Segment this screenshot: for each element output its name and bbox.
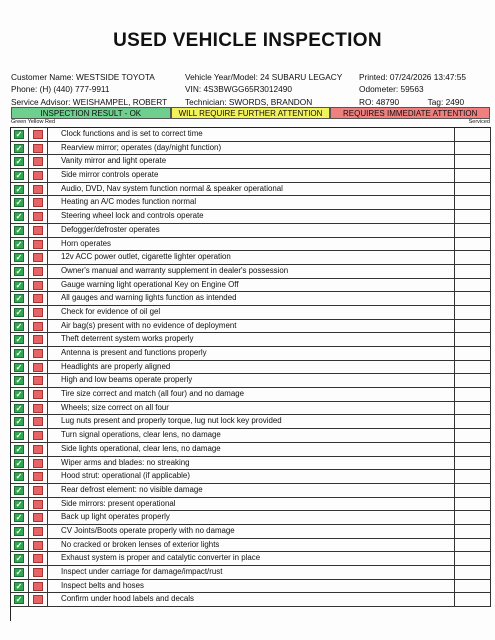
checklist-row xyxy=(11,593,491,607)
red-cell[interactable] xyxy=(29,292,48,305)
serviced-cell[interactable] xyxy=(455,525,491,538)
green-check-icon[interactable]: ✓ xyxy=(15,568,23,577)
green-check-icon[interactable]: ✓ xyxy=(15,294,23,304)
red-box-icon[interactable] xyxy=(33,253,43,262)
checklist-item-label: Wheels; size correct on all four xyxy=(48,402,455,415)
serviced-cell[interactable] xyxy=(455,169,491,182)
red-box-icon[interactable] xyxy=(33,431,43,440)
serviced-cell[interactable] xyxy=(455,279,491,292)
checklist-item-label: Confirm under hood labels and decals xyxy=(48,593,455,606)
page-title: USED VEHICLE INSPECTION xyxy=(113,30,382,51)
red-box-icon[interactable] xyxy=(33,212,43,221)
red-cell[interactable] xyxy=(29,238,48,251)
checklist-item-label: Exhaust system is proper and catalytic converter in place xyxy=(48,552,455,565)
serviced-cell[interactable] xyxy=(455,374,491,387)
checklist-row xyxy=(11,580,491,594)
green-cell[interactable] xyxy=(11,470,29,483)
vehicle-model: Vehicle Year/Model: 24 SUBARU LEGACY xyxy=(185,72,343,82)
checklist-item-label: Rear defrost element: no visible damage xyxy=(48,484,455,497)
checklist-item-label: Defogger/defroster operates xyxy=(48,224,455,237)
green-cell[interactable] xyxy=(11,128,29,141)
red-box-icon[interactable] xyxy=(33,226,43,235)
red-cell[interactable] xyxy=(29,224,48,237)
checklist-item-label: Side lights operational, clear lens, no damage xyxy=(48,443,455,456)
checklist-row xyxy=(11,443,491,457)
red-box-icon[interactable] xyxy=(33,335,43,344)
green-cell[interactable] xyxy=(11,402,29,415)
checklist-row xyxy=(11,511,491,525)
green-check-icon[interactable]: ✓ xyxy=(15,499,23,509)
customer-phone: Phone: (H) (440) 777-9911 xyxy=(11,84,110,95)
checklist-row xyxy=(11,539,491,553)
red-cell[interactable] xyxy=(29,388,48,401)
green-check-icon[interactable]: ✓ xyxy=(15,581,23,591)
green-check-icon[interactable]: ✓ xyxy=(15,184,23,194)
green-check-icon[interactable]: ✓ xyxy=(15,403,23,413)
checklist-item-label: Heating an A/C modes function normal xyxy=(48,196,455,209)
serviced-cell[interactable] xyxy=(455,333,491,346)
red-cell[interactable] xyxy=(29,347,48,360)
serviced-cell[interactable] xyxy=(455,498,491,511)
red-cell[interactable] xyxy=(29,142,48,155)
checklist-row xyxy=(11,306,491,320)
checklist-row xyxy=(11,224,491,238)
green-cell[interactable] xyxy=(11,142,29,155)
green-cell[interactable] xyxy=(11,457,29,470)
red-box-icon[interactable] xyxy=(33,144,43,153)
checklist-row xyxy=(11,169,491,183)
red-box-icon[interactable] xyxy=(33,198,43,207)
checklist-row xyxy=(11,142,491,156)
red-box-icon[interactable] xyxy=(33,308,43,317)
serviced-cell[interactable] xyxy=(455,320,491,333)
green-check-icon[interactable]: ✓ xyxy=(15,280,23,290)
green-cell[interactable] xyxy=(11,580,29,593)
green-check-icon[interactable]: ✓ xyxy=(15,335,23,345)
odometer: Odometer: 59563 xyxy=(359,84,424,95)
green-check-icon[interactable]: ✓ xyxy=(15,554,23,564)
green-cell[interactable] xyxy=(11,333,29,346)
serviced-cell[interactable] xyxy=(455,552,491,565)
green-cell[interactable] xyxy=(11,593,29,606)
red-box-icon[interactable] xyxy=(33,376,43,385)
service-advisor: Service Advisor: WEISHAMPEL, ROBERT xyxy=(11,96,168,107)
checklist-item-label: Hood strut: operational (if applicable) xyxy=(48,470,455,483)
serviced-cell[interactable] xyxy=(455,566,491,579)
checklist-row xyxy=(11,279,491,293)
serviced-cell[interactable] xyxy=(455,210,491,223)
red-box-icon[interactable] xyxy=(33,294,43,303)
checklist-item-label: Horn operates xyxy=(48,238,455,251)
green-check-icon[interactable]: ✓ xyxy=(15,349,23,358)
green-check-icon[interactable]: ✓ xyxy=(15,130,23,139)
green-check-icon[interactable]: ✓ xyxy=(15,513,23,523)
green-cell[interactable] xyxy=(11,498,29,511)
column-sublabels xyxy=(11,119,490,127)
green-check-icon[interactable]: ✓ xyxy=(15,458,23,468)
green-cell[interactable] xyxy=(11,224,29,237)
serviced-cell[interactable] xyxy=(455,484,491,497)
checklist-item-label: Air bag(s) present with no evidence of deployment xyxy=(48,320,455,333)
checklist-item-label: Side mirror controls operate xyxy=(48,169,455,182)
serviced-cell[interactable] xyxy=(455,251,491,264)
green-cell[interactable] xyxy=(11,196,29,209)
serviced-cell[interactable] xyxy=(455,429,491,442)
serviced-cell[interactable] xyxy=(455,155,491,168)
green-check-icon[interactable]: ✓ xyxy=(15,485,23,495)
vehicle-vin: VIN: 4S3BWGG65R3012490 xyxy=(185,84,292,95)
red-cell[interactable] xyxy=(29,196,48,209)
green-cell[interactable] xyxy=(11,361,29,374)
green-check-icon[interactable]: ✓ xyxy=(15,307,23,317)
serviced-cell[interactable] xyxy=(455,128,491,141)
green-cell[interactable] xyxy=(11,279,29,292)
red-cell[interactable] xyxy=(29,251,48,264)
red-cell[interactable] xyxy=(29,402,48,415)
printed-date: Printed: 07/24/2026 13:47:55 xyxy=(359,72,467,82)
serviced-cell[interactable] xyxy=(455,361,491,374)
checklist-row xyxy=(11,525,491,539)
checklist-item-label: Side mirrors: present operational xyxy=(48,498,455,511)
checklist-row xyxy=(11,183,491,197)
checklist-row xyxy=(11,320,491,334)
checklist-item-label: Vanity mirror and light operate xyxy=(48,155,455,168)
green-cell[interactable] xyxy=(11,484,29,497)
green-cell[interactable] xyxy=(11,374,29,387)
red-cell[interactable] xyxy=(29,333,48,346)
red-box-icon[interactable] xyxy=(33,445,43,454)
green-cell[interactable] xyxy=(11,169,29,182)
red-cell[interactable] xyxy=(29,498,48,511)
legend-attention: WILL REQUIRE FURTHER ATTENTION xyxy=(171,107,331,119)
serviced-cell[interactable] xyxy=(455,593,491,606)
checklist-item-label: All gauges and warning lights function as intended xyxy=(48,292,455,305)
checklist-row xyxy=(11,498,491,512)
serviced-cell[interactable] xyxy=(455,470,491,483)
serviced-cell[interactable] xyxy=(455,183,491,196)
serviced-cell[interactable] xyxy=(455,388,491,401)
red-cell[interactable] xyxy=(29,593,48,606)
checklist-row xyxy=(11,210,491,224)
red-cell[interactable] xyxy=(29,265,48,278)
green-check-icon[interactable]: ✓ xyxy=(15,171,23,181)
green-cell[interactable] xyxy=(11,238,29,251)
customer-name: Customer Name: WESTSIDE TOYOTA xyxy=(11,72,155,82)
checklist-row xyxy=(11,484,491,498)
checklist-row xyxy=(11,238,491,252)
checklist-row xyxy=(11,470,491,484)
green-check-icon[interactable]: ✓ xyxy=(15,266,23,276)
green-cell[interactable] xyxy=(11,210,29,223)
green-check-icon[interactable]: ✓ xyxy=(15,321,23,331)
checklist-item-label: Inspect under carriage for damage/impact/rust xyxy=(48,566,455,579)
green-check-icon[interactable]: ✓ xyxy=(15,253,23,263)
checklist-item-label: Steering wheel lock and controls operate xyxy=(48,210,455,223)
checklist-row xyxy=(11,374,491,388)
red-cell[interactable] xyxy=(29,580,48,593)
legend-immediate: REQUIRES IMMEDIATE ATTENTION xyxy=(330,107,490,119)
green-check-icon[interactable]: ✓ xyxy=(15,472,23,482)
serviced-cell[interactable] xyxy=(455,238,491,251)
red-cell[interactable] xyxy=(29,539,48,552)
red-box-icon[interactable] xyxy=(33,363,43,372)
red-cell[interactable] xyxy=(29,320,48,333)
green-cell[interactable] xyxy=(11,183,29,196)
red-cell[interactable] xyxy=(29,361,48,374)
checklist-row xyxy=(11,415,491,429)
green-cell[interactable] xyxy=(11,292,29,305)
green-check-icon[interactable]: ✓ xyxy=(15,595,23,605)
red-cell[interactable] xyxy=(29,470,48,483)
serviced-cell[interactable] xyxy=(455,265,491,278)
checklist-row xyxy=(11,429,491,443)
green-cell[interactable] xyxy=(11,566,29,579)
green-cell[interactable] xyxy=(11,388,29,401)
green-cell[interactable] xyxy=(11,251,29,264)
red-box-icon[interactable] xyxy=(33,582,43,591)
checklist-row xyxy=(11,566,491,580)
green-check-icon[interactable]: ✓ xyxy=(15,540,23,550)
checklist-item-label: 12v ACC power outlet, cigarette lighter operation xyxy=(48,251,455,264)
checklist-row xyxy=(11,251,491,265)
checklist-item-label: Theft deterrent system works properly xyxy=(48,333,455,346)
red-cell[interactable] xyxy=(29,484,48,497)
green-check-icon[interactable]: ✓ xyxy=(15,143,23,153)
red-cell[interactable] xyxy=(29,443,48,456)
checklist-item-label: Gauge warning light operational Key on Engine Off xyxy=(48,279,455,292)
checklist-item-label: Owner's manual and warranty supplement in dealer's possession xyxy=(48,265,455,278)
green-check-icon[interactable]: ✓ xyxy=(15,431,23,441)
green-check-icon[interactable]: ✓ xyxy=(15,225,23,235)
red-cell[interactable] xyxy=(29,210,48,223)
red-box-icon[interactable] xyxy=(33,541,43,550)
red-cell[interactable] xyxy=(29,155,48,168)
green-check-icon[interactable]: ✓ xyxy=(15,526,23,536)
green-check-icon[interactable]: ✓ xyxy=(15,444,23,454)
green-cell[interactable] xyxy=(11,320,29,333)
green-cell[interactable] xyxy=(11,415,29,428)
checklist-row xyxy=(11,457,491,471)
green-check-icon[interactable]: ✓ xyxy=(15,239,23,249)
green-check-icon[interactable]: ✓ xyxy=(15,212,23,222)
checklist-item-label: Antenna is present and functions properly xyxy=(48,347,455,360)
red-cell[interactable] xyxy=(29,511,48,524)
red-cell[interactable] xyxy=(29,128,48,141)
checklist-item-label: CV Joints/Boots operate properly with no damage xyxy=(48,525,455,538)
green-check-icon[interactable]: ✓ xyxy=(15,390,23,400)
checklist-item-label: High and low beams operate properly xyxy=(48,374,455,387)
checklist-row xyxy=(11,155,491,169)
checklist-item-label: No cracked or broken lenses of exterior lights xyxy=(48,539,455,552)
red-cell[interactable] xyxy=(29,183,48,196)
checklist-row xyxy=(11,402,491,416)
red-box-icon[interactable] xyxy=(33,171,43,180)
checklist-item-label: Headlights are properly aligned xyxy=(48,361,455,374)
checklist-row xyxy=(11,552,491,566)
green-check-icon[interactable]: ✓ xyxy=(15,157,23,167)
red-box-icon[interactable] xyxy=(33,486,43,495)
serviced-cell[interactable] xyxy=(455,580,491,593)
checklist-row xyxy=(11,292,491,306)
checklist-item-label: Lug nuts present and properly torque, lug nut lock key provided xyxy=(48,415,455,428)
red-cell[interactable] xyxy=(29,169,48,182)
green-cell[interactable] xyxy=(11,265,29,278)
red-box-icon[interactable] xyxy=(33,472,43,481)
technician: Technician: SWORDS, BRANDON xyxy=(185,96,313,107)
serviced-cell[interactable] xyxy=(455,415,491,428)
ro-number: RO: 48790 xyxy=(359,96,400,107)
checklist-row xyxy=(11,265,491,279)
serviced-cell[interactable] xyxy=(455,457,491,470)
customer-info xyxy=(11,71,167,108)
checklist-item-label: Inspect belts and hoses xyxy=(48,580,455,593)
legend-ok: INSPECTION RESULT - OK xyxy=(11,107,171,119)
checklist-row xyxy=(11,333,491,347)
checklist-row xyxy=(11,196,491,210)
green-cell[interactable] xyxy=(11,552,29,565)
inspection-checklist xyxy=(10,127,491,621)
red-cell[interactable] xyxy=(29,429,48,442)
red-box-icon[interactable] xyxy=(33,459,43,468)
red-cell[interactable] xyxy=(29,457,48,470)
red-box-icon[interactable] xyxy=(33,322,43,331)
red-box-icon[interactable] xyxy=(33,527,43,536)
sublabel-serviced: Serviced xyxy=(468,119,490,125)
serviced-cell[interactable] xyxy=(455,224,491,237)
red-cell[interactable] xyxy=(29,566,48,579)
red-box-icon[interactable] xyxy=(33,349,43,358)
red-box-icon[interactable] xyxy=(33,185,43,194)
red-box-icon[interactable] xyxy=(33,240,43,249)
serviced-cell[interactable] xyxy=(455,347,491,360)
serviced-cell[interactable] xyxy=(455,511,491,524)
red-cell[interactable] xyxy=(29,374,48,387)
red-box-icon[interactable] xyxy=(33,390,43,399)
checklist-row xyxy=(11,388,491,402)
red-cell[interactable] xyxy=(29,552,48,565)
checklist-item-label: Turn signal operations, clear lens, no damage xyxy=(48,429,455,442)
red-cell[interactable] xyxy=(29,525,48,538)
red-cell[interactable] xyxy=(29,306,48,319)
red-box-icon[interactable] xyxy=(33,267,43,276)
serviced-cell[interactable] xyxy=(455,443,491,456)
checklist-item-label: Wiper arms and blades: no streaking xyxy=(48,457,455,470)
checklist-row xyxy=(11,347,491,361)
green-cell[interactable] xyxy=(11,443,29,456)
green-check-icon[interactable]: ✓ xyxy=(15,376,23,386)
green-check-icon[interactable]: ✓ xyxy=(15,417,23,427)
red-cell[interactable] xyxy=(29,415,48,428)
serviced-cell[interactable] xyxy=(455,539,491,552)
green-cell[interactable] xyxy=(11,429,29,442)
red-cell[interactable] xyxy=(29,279,48,292)
green-cell[interactable] xyxy=(11,306,29,319)
red-box-icon[interactable] xyxy=(33,130,43,139)
green-cell[interactable] xyxy=(11,511,29,524)
red-box-icon[interactable] xyxy=(33,404,43,413)
checklist-item-label: Back up light operates properly xyxy=(48,511,455,524)
checklist-item-label: Rearview mirror; operates (day/night function) xyxy=(48,142,455,155)
red-box-icon[interactable] xyxy=(33,595,43,604)
checklist-item-label: Tire size correct and match (all four) and no damage xyxy=(48,388,455,401)
checklist-row xyxy=(11,361,491,375)
green-cell[interactable] xyxy=(11,347,29,360)
green-check-icon[interactable]: ✓ xyxy=(15,198,23,208)
checklist-item-label: Audio, DVD, Nav system function normal & speaker operational xyxy=(48,183,455,196)
serviced-cell[interactable] xyxy=(455,142,491,155)
green-cell[interactable] xyxy=(11,539,29,552)
legend-bar xyxy=(11,107,490,119)
checklist-item-label: Clock functions and is set to correct time xyxy=(48,128,455,141)
red-box-icon[interactable] xyxy=(33,500,43,509)
red-box-icon[interactable] xyxy=(33,417,43,426)
serviced-cell[interactable] xyxy=(455,402,491,415)
red-box-icon[interactable] xyxy=(33,281,43,290)
checklist-row xyxy=(11,128,491,142)
green-check-icon[interactable]: ✓ xyxy=(15,362,23,372)
serviced-cell[interactable] xyxy=(455,196,491,209)
serviced-cell[interactable] xyxy=(455,292,491,305)
red-box-icon[interactable] xyxy=(33,568,43,577)
red-box-icon[interactable] xyxy=(33,513,43,522)
vehicle-info xyxy=(185,71,342,108)
red-box-icon[interactable] xyxy=(33,554,43,563)
checklist-item-label: Check for evidence of oil gel xyxy=(48,306,455,319)
tag-number: Tag: 2490 xyxy=(427,96,465,107)
red-box-icon[interactable] xyxy=(33,157,43,166)
sublabel-colors: Green Yellow Red xyxy=(11,119,56,125)
serviced-cell[interactable] xyxy=(455,306,491,319)
green-cell[interactable] xyxy=(11,155,29,168)
print-info xyxy=(359,71,466,108)
green-cell[interactable] xyxy=(11,525,29,538)
